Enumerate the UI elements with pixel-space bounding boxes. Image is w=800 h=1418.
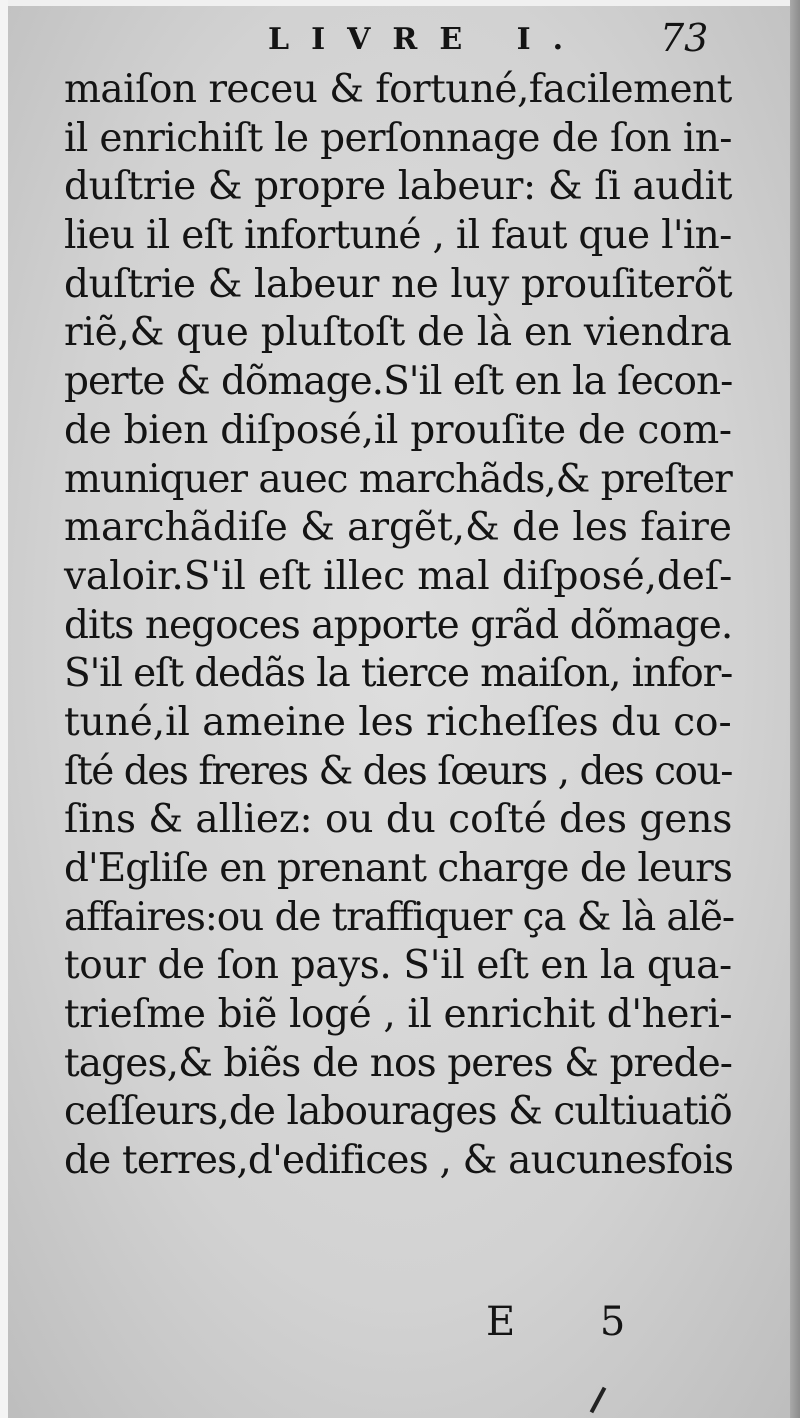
signature-mark: E 5 bbox=[486, 1299, 662, 1345]
text-line: tour de ſon pays. S'il eſt en la qua- bbox=[64, 943, 732, 989]
text-line: de bien diſposé,il prouſite de com- bbox=[64, 407, 732, 453]
page-right-edge bbox=[790, 0, 800, 1418]
text-line: maiſon receu & fortuné,facilement bbox=[64, 67, 732, 112]
text-line: duſtrie & propre labeur: & ſi audit bbox=[64, 164, 733, 210]
text-line: ſté des freres & des ſœurs , des cou- bbox=[64, 748, 732, 794]
text-line: tuné,il ameine les richeſſes du co- bbox=[64, 699, 732, 745]
page-top-edge bbox=[0, 0, 800, 6]
text-line: ceſſeurs,de labourages & cultiuatiõ bbox=[64, 1089, 732, 1135]
text-line: dits negoces apporte grãd dõmage. bbox=[64, 602, 733, 648]
text-line: d'Egliſe en prenant charge de leurs bbox=[64, 846, 732, 891]
text-line: S'il eſt dedãs la tierce maiſon, infor- bbox=[64, 651, 733, 697]
text-line: trieſme biẽ logé , il enrichit d'heri- bbox=[64, 992, 733, 1038]
page-number: 73 bbox=[660, 16, 709, 60]
text-line: lieu il eſt infortuné , il faut que l'in- bbox=[64, 213, 732, 259]
page-left-edge bbox=[0, 0, 8, 1418]
text-line: riẽ,& que pluſtoſt de là en viendra bbox=[64, 310, 732, 356]
text-line: valoir.S'il eſt illec mal diſposé,deſ- bbox=[64, 553, 733, 599]
text-line: marchãdiſe & argẽt,& de les faire bbox=[64, 505, 732, 551]
text-line: muniquer auec marchãds,& preſter bbox=[64, 456, 732, 502]
body-text bbox=[64, 66, 732, 1186]
running-title: LIVRE I. bbox=[268, 22, 586, 57]
text-line: duſtrie & labeur ne luy prouſiterõt bbox=[64, 261, 733, 307]
text-line: il enrichiſt le perſonnage de ſon in- bbox=[64, 115, 732, 161]
text-line: ſins & alliez: ou du coſté des gens bbox=[64, 797, 733, 843]
text-line: perte & dõmage.S'il eſt en la ſecon- bbox=[64, 359, 733, 405]
text-line: de terres,d'edifices , & aucunesfois bbox=[64, 1138, 734, 1184]
text-line: tages,& biẽs de nos peres & prede- bbox=[64, 1040, 733, 1086]
text-line: affaires:ou de traffiquer ça & là alẽ- bbox=[64, 894, 734, 940]
ink-stroke bbox=[590, 1387, 607, 1414]
